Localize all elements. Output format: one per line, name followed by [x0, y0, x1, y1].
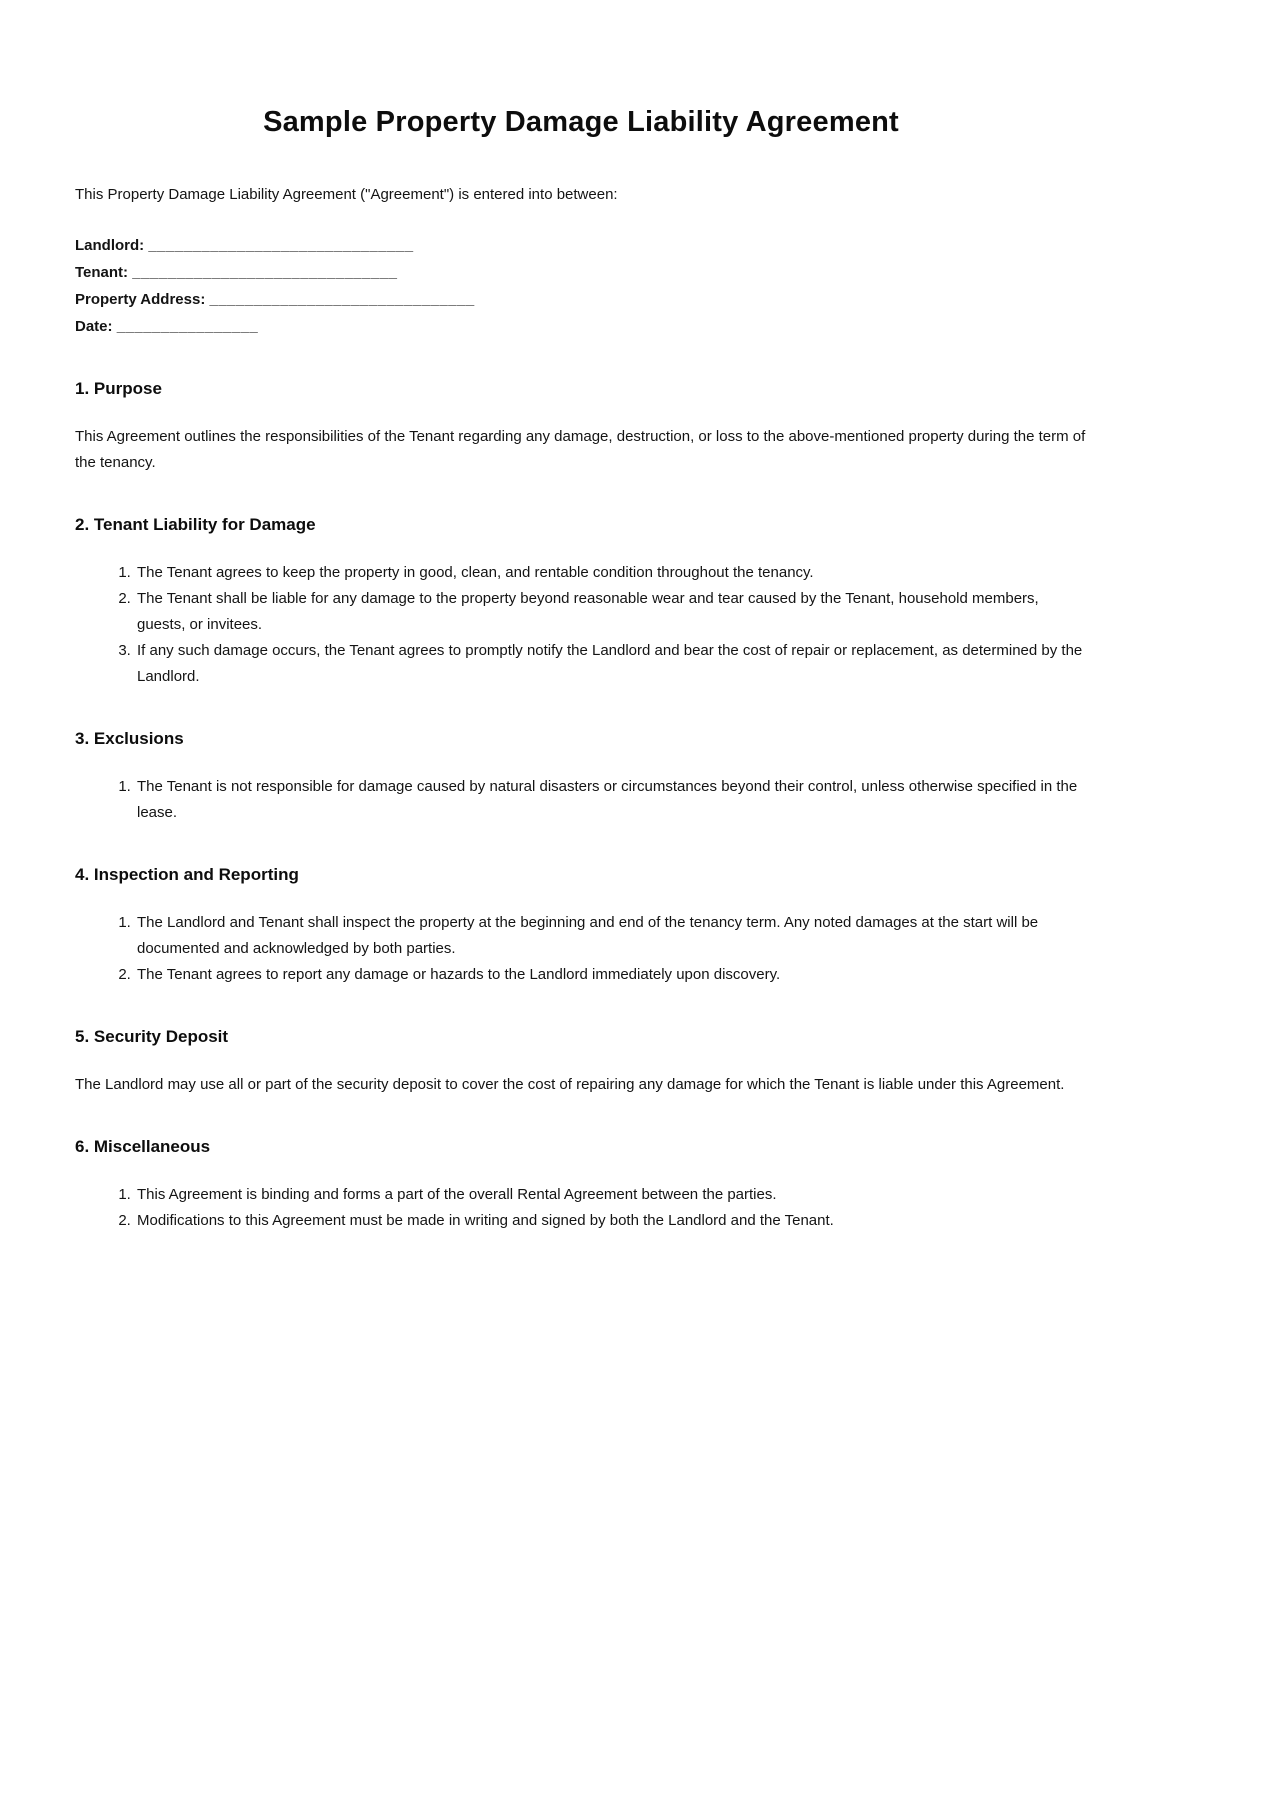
- field-date: [75, 313, 1087, 340]
- field-property-address-label: Property Address:: [75, 291, 206, 309]
- exclusions-list: [75, 774, 1087, 826]
- list-item: 1. The Landlord and Tenant shall inspect the property at the beginning and end of the tenancy term. Any noted damages at the start will be documented and acknowledged by both parties.: [135, 910, 1087, 962]
- field-date-blank: ________________: [116, 318, 259, 336]
- list-item: 2. Modifications to this Agreement must be made in writing and signed by both the Landlord and the Tenant.: [135, 1208, 1087, 1234]
- list-item: 1. The Tenant agrees to keep the property in good, clean, and rentable condition throughout the tenancy.: [135, 560, 1087, 586]
- section-heading-inspection: 4. Inspection and Reporting: [75, 865, 299, 885]
- field-tenant-blank: ______________________________: [132, 264, 398, 282]
- miscellaneous-list: [75, 1182, 1087, 1234]
- list-item: 2. The Tenant shall be liable for any damage to the property beyond reasonable wear and tear caused by the Tenant, household members, guests, or invitees.: [135, 586, 1087, 638]
- list-item: 3. If any such damage occurs, the Tenant agrees to promptly notify the Landlord and bear the cost of repair or replacement, as determined by the Landlord.: [135, 638, 1087, 690]
- document-title: Sample Property Damage Liability Agreement: [263, 106, 899, 138]
- section-heading-tenant-liability: 2. Tenant Liability for Damage: [75, 515, 316, 535]
- section-heading-miscellaneous: 6. Miscellaneous: [75, 1137, 211, 1157]
- section-paragraph-security-deposit: The Landlord may use all or part of the security deposit to cover the cost of repairing any damage for which the Tenant is liable under this Agreement.: [75, 1076, 1065, 1094]
- field-landlord-label: Landlord:: [75, 237, 145, 255]
- section-heading-purpose: 1. Purpose: [75, 379, 162, 399]
- field-property-address-blank: ______________________________: [209, 291, 475, 309]
- section-heading-security-deposit: 5. Security Deposit: [75, 1027, 229, 1047]
- section-paragraph-purpose: This Agreement outlines the responsibilities of the Tenant regarding any damage, destruction, or loss to the above-mentioned property during the term of the tenancy.: [75, 428, 1086, 472]
- document-page: [75, 104, 1087, 1338]
- party-fields: [75, 232, 1087, 340]
- field-tenant-label: Tenant:: [75, 264, 129, 282]
- field-property-address: [75, 286, 1087, 313]
- list-item: 1. The Tenant is not responsible for damage caused by natural disasters or circumstances beyond their control, unless otherwise specified in the lease.: [135, 774, 1087, 826]
- inspection-list: [75, 910, 1087, 988]
- tenant-liability-list: [75, 560, 1087, 690]
- field-landlord: [75, 232, 1087, 259]
- list-item: 2. The Tenant agrees to report any damage or hazards to the Landlord immediately upon discovery.: [135, 962, 1087, 988]
- list-item: 1. This Agreement is binding and forms a part of the overall Rental Agreement between the parties.: [135, 1182, 1087, 1208]
- section-heading-exclusions: 3. Exclusions: [75, 729, 184, 749]
- field-landlord-blank: ______________________________: [148, 237, 414, 255]
- intro-paragraph: This Property Damage Liability Agreement ("Agreement") is entered into between:: [75, 186, 618, 204]
- field-tenant: [75, 259, 1087, 286]
- field-date-label: Date:: [75, 318, 113, 336]
